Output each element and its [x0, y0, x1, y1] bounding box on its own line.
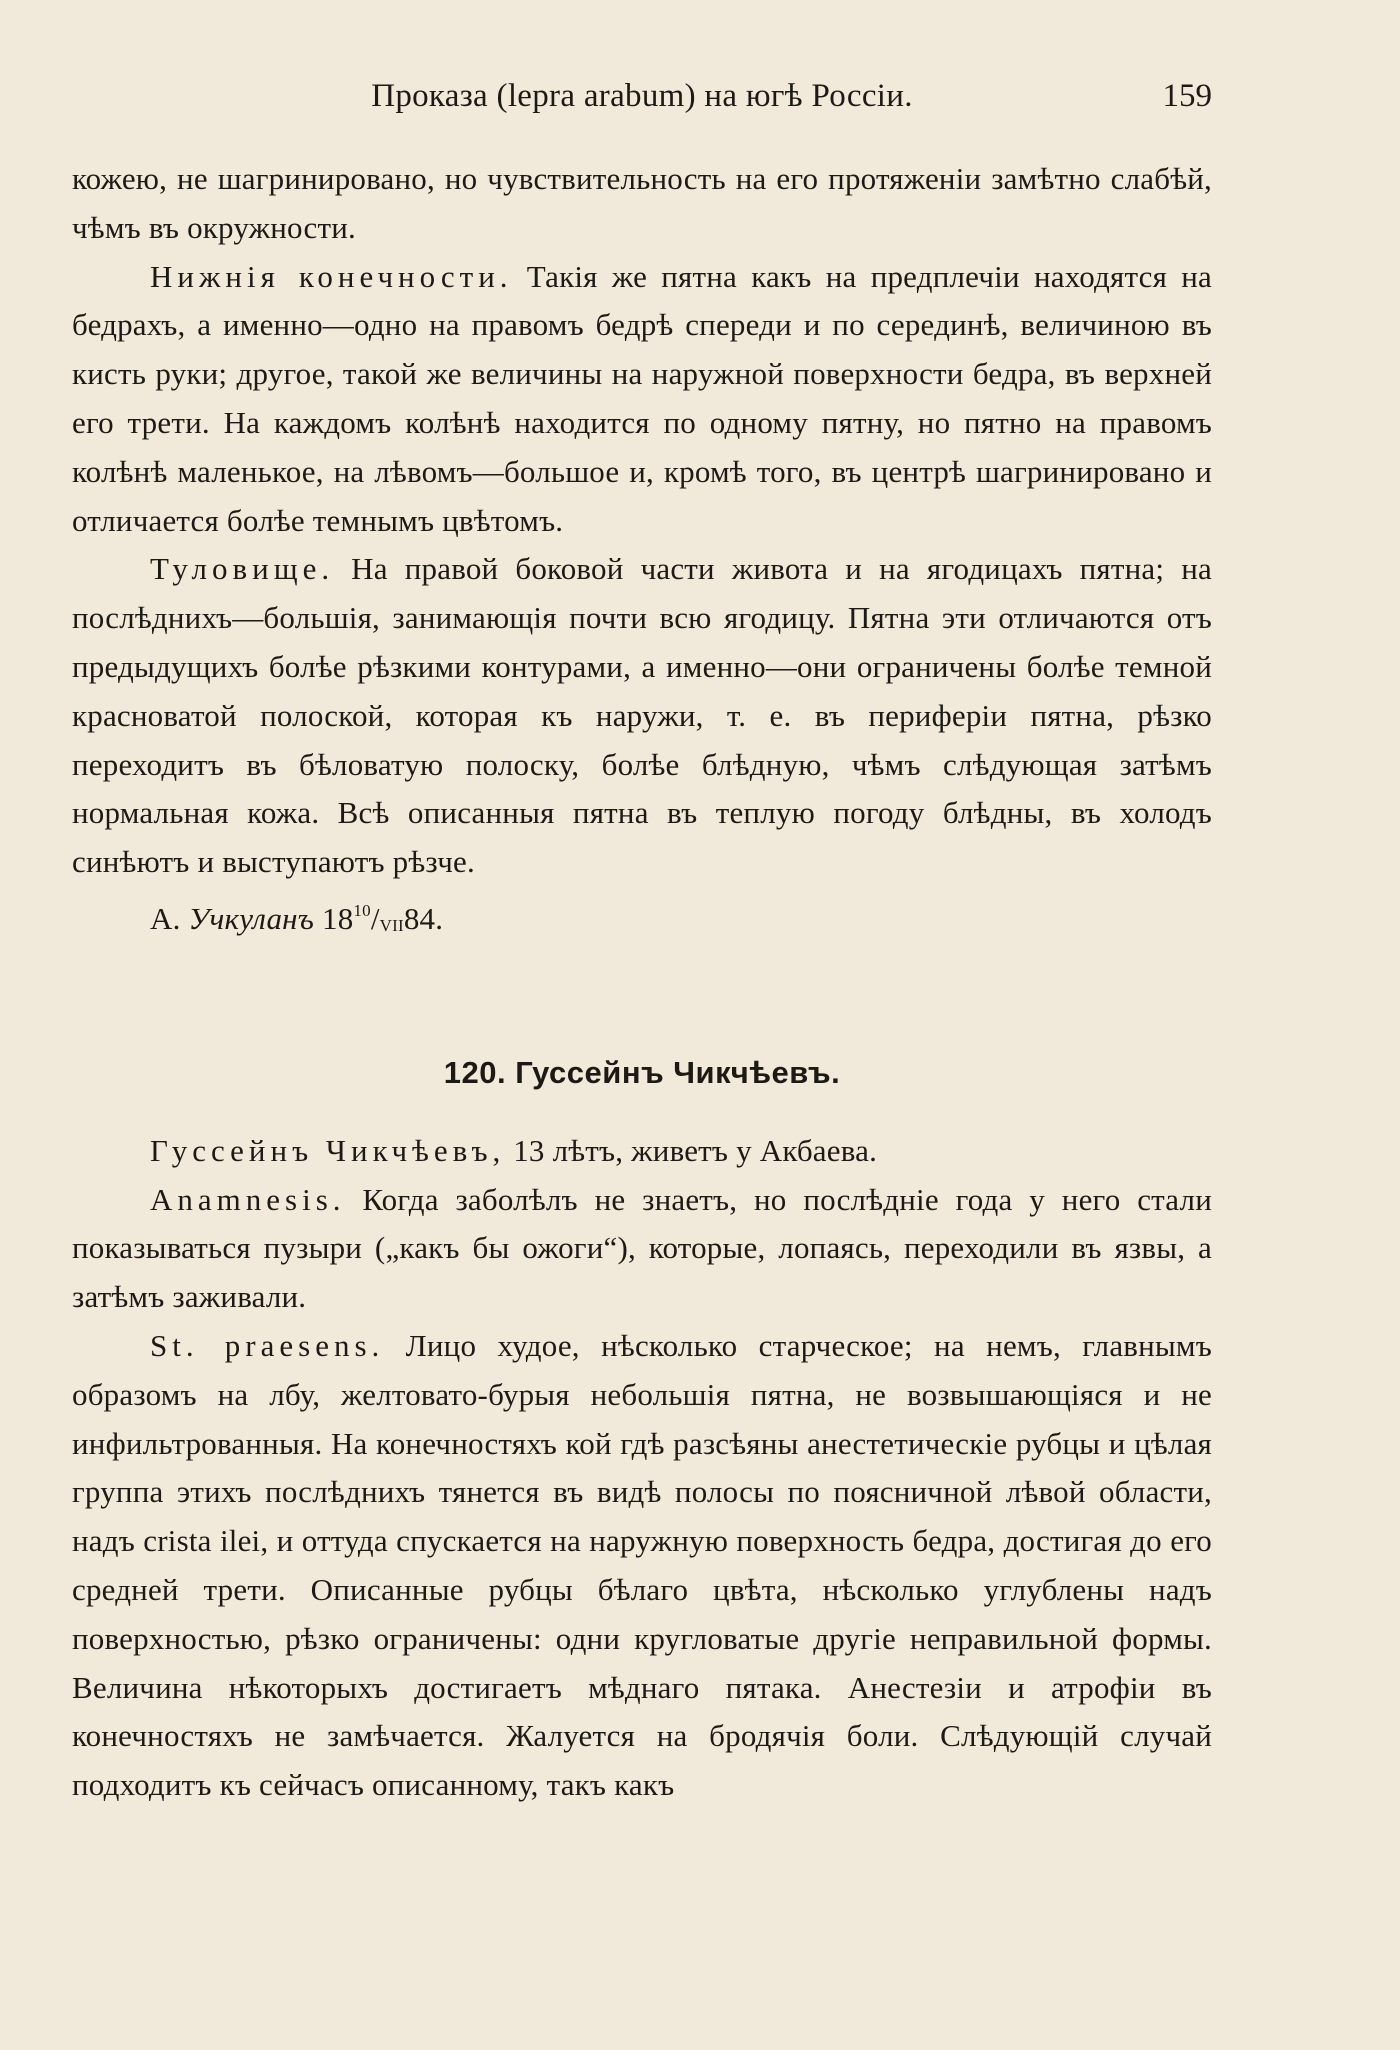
- running-title: Проказа (lepra arabum) на югѣ Россіи.: [371, 78, 913, 114]
- lower-limbs-heading: Нижнія конечности.: [150, 258, 513, 294]
- status-praesens-heading: St. praesens.: [150, 1327, 385, 1363]
- signature-year: 84.: [403, 900, 444, 936]
- lower-limbs-text: Такія же пятна какъ на предплечіи находятся на бедрахъ, а именно—одно на правомъ бедрѣ спереди и по серединѣ, величиною въ кисть руки; другое, такой же величины на наружной поверхности бедра, въ верхней его трети. На каждомъ колѣнѣ находится по одному пятну, но пятно на правомъ колѣнѣ маленькое, на лѣвомъ—большое и, кромѣ того, въ центрѣ шагринировано и отличается болѣе темнымъ цвѣтомъ.: [72, 258, 1212, 538]
- page-body: [72, 155, 1212, 1810]
- trunk-heading: Туловище.: [150, 551, 335, 587]
- signature-day: 18: [322, 900, 354, 936]
- patient-name: Гуссейнъ Чикчѣевъ,: [150, 1132, 506, 1168]
- anamnesis-paragraph: [72, 1176, 1212, 1322]
- signature-initial: А.: [150, 900, 181, 936]
- anamnesis-text: Когда заболѣлъ не знаетъ, но послѣдніе года у него стали показываться пузыри („какъ бы ожоги“), которые, лопаясь, переходили въ язвы, а затѣмъ заживали.: [72, 1181, 1212, 1315]
- signature-date-sub: VII: [379, 915, 404, 935]
- trunk-text: На правой боковой части живота и на ягодицахъ пятна; на послѣднихъ—большія, занимающія почти всю ягодицу. Пятна эти отличаются отъ предыдущихъ болѣе рѣзкими контурами, а именно—они ограничены болѣе темной красноватой полоской, которая къ наружи, т. е. въ периферіи пятна, рѣзко переходитъ въ бѣловатую полоску, болѣе блѣдную, чѣмъ слѣдующая затѣмъ нормальная кожа. Всѣ описанныя пятна въ теплую погоду блѣдны, въ холодъ синѣютъ и выступаютъ рѣзче.: [72, 551, 1212, 880]
- case-text: [72, 1127, 1212, 1810]
- trunk-paragraph: [72, 545, 1212, 887]
- continuation-paragraph: кожею, не шагринировано, но чувствительность на его протяженіи замѣтно слабѣй, чѣмъ въ окружности.: [72, 161, 1212, 245]
- signature-place: Учкуланъ: [188, 900, 315, 936]
- signature-line: А. Учкуланъ $18^{10}/VII84$.: [150, 900, 444, 936]
- signature-date-sup: 10: [353, 900, 371, 920]
- status-praesens-text: Лицо худое, нѣсколько старческое; на немъ, главнымъ образомъ на лбу, желтовато-бурыя небольшія пятна, не возвышающіяся и не инфильтрованныя. На конечностяхъ кой гдѣ разсѣяны анестетическіе рубцы и цѣлая группа этихъ послѣднихъ тянется въ видѣ полосы по поясничной лѣвой области, надъ crista ilei, и оттуда спускается на наружную поверхность бедра, достигая до его средней трети. Описанные рубцы бѣлаго цвѣта, нѣсколько углублены надъ поверхностью, рѣзко ограничены: одни кругловатые другіе неправильной формы. Величина нѣкоторыхъ достигаетъ мѣднаго пятака. Анестезіи и атрофіи въ конечностяхъ не замѣчается. Жалуется на бродячія боли. Слѣдующій случай подходитъ къ сейчасъ описанному, такъ какъ: [72, 1327, 1212, 1803]
- patient-intro-paragraph: [72, 1127, 1212, 1176]
- lower-limbs-paragraph: [72, 253, 1212, 546]
- status-praesens-paragraph: [72, 1322, 1212, 1810]
- case-title: 120. Гуссейнъ Чикчѣевъ.: [443, 1054, 841, 1090]
- page-number: 159: [1162, 78, 1212, 114]
- page-header: [72, 70, 1212, 130]
- anamnesis-heading: Anamnesis.: [150, 1181, 346, 1217]
- continued-case-text: [72, 155, 1212, 951]
- patient-intro-text: 13 лѣтъ, живетъ у Акбаева.: [505, 1132, 878, 1168]
